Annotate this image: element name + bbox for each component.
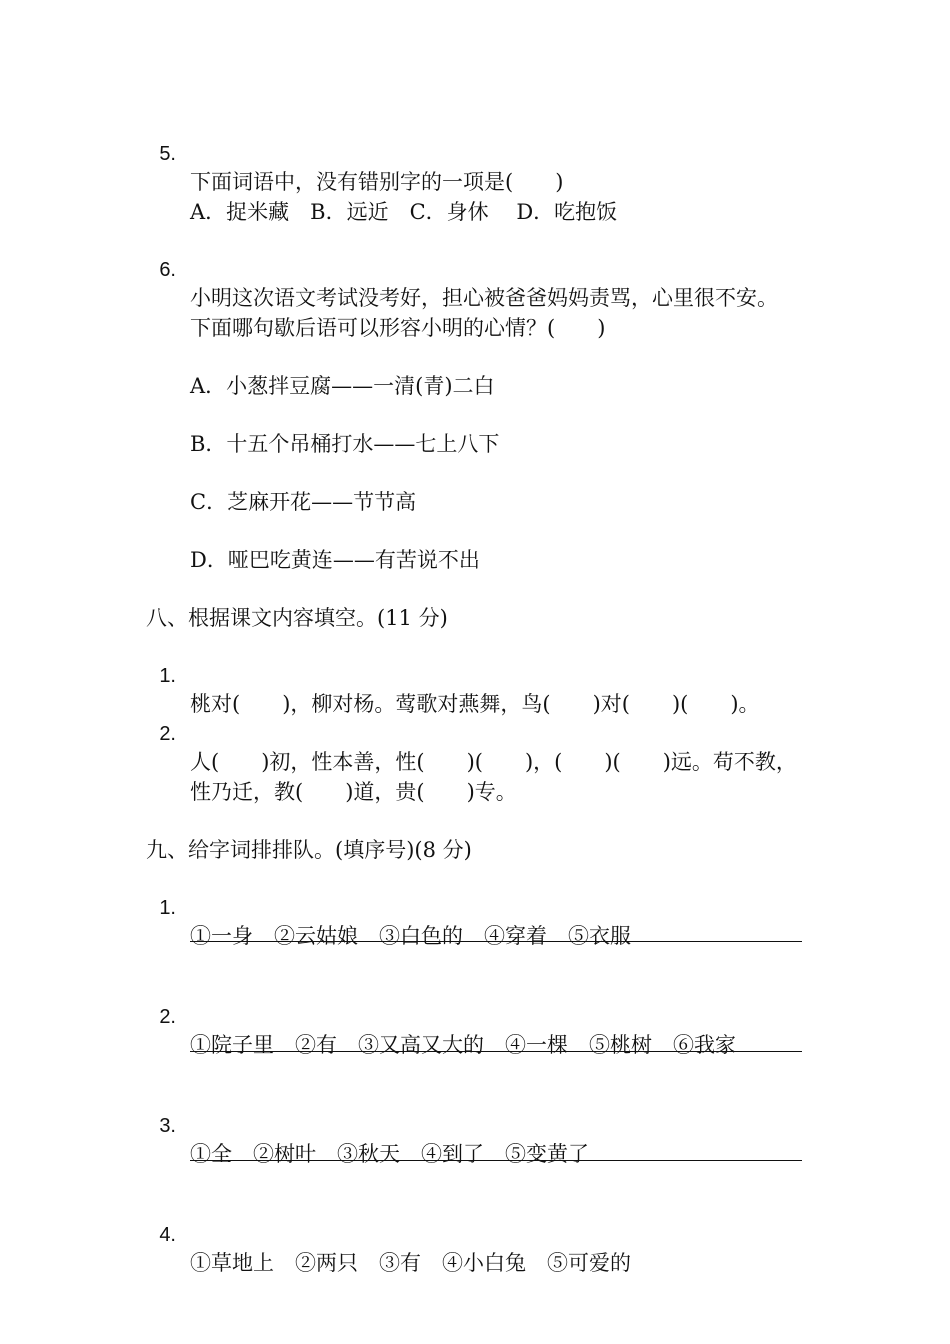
section-9-title (0, 808, 472, 864)
answer-line[interactable] (190, 1160, 802, 1161)
item-number: 1. (159, 665, 176, 687)
option-text: C．芝麻开花——节节高 (190, 490, 417, 514)
section-9-item-3 (0, 1084, 589, 1168)
section-title: 八、根据课文内容填空。(11 分) (146, 606, 448, 630)
section-9-item-2 (0, 975, 736, 1059)
answer-line[interactable] (190, 1051, 802, 1052)
question-stem: 下面词语中，没有错别字的一项是( ) (190, 170, 564, 194)
option-text: A．小葱拌豆腐——一清(青)二白 (190, 374, 495, 398)
item-number: 2. (159, 723, 176, 745)
question-number: 6. (159, 259, 176, 281)
section-9-item-1 (0, 866, 631, 950)
item-number: 3. (159, 1115, 176, 1137)
fill-blank-text: 性乃迁，教( )道，贵( )专。 (190, 780, 517, 804)
option-b (0, 402, 500, 458)
option-text: D．哑巴吃黄连——有苦说不出 (190, 548, 480, 572)
item-number: 4. (159, 1224, 176, 1246)
item-number: 1. (159, 897, 176, 919)
word-list: ①一身 ②云姑娘 ③白色的 ④穿着 ⑤衣服 (190, 924, 631, 948)
word-list: ①草地上 ②两只 ③有 ④小白兔 ⑤可爱的 (190, 1251, 631, 1275)
option-a (0, 344, 495, 400)
fill-blank-text: 人( )初，性本善，性( )( )，( )( )远。苟不教， (190, 750, 797, 774)
word-list: ①全 ②树叶 ③秋天 ④到了 ⑤变黄了 (190, 1142, 589, 1166)
question-stem: 小明这次语文考试没考好，担心被爸爸妈妈责骂，心里很不安。 (190, 286, 778, 310)
question-stem: 下面哪句歇后语可以形容小明的心情？( ) (190, 316, 606, 340)
item-number: 2. (159, 1006, 176, 1028)
section-8-title (0, 576, 448, 632)
option-d (0, 518, 480, 574)
options-text: A．捉米藏 B．远近 C．身休 D．吃抱饭 (190, 200, 618, 224)
section-9-item-4 (0, 1193, 631, 1277)
word-list: ①院子里 ②有 ③又高又大的 ④一棵 ⑤桃树 ⑥我家 (190, 1033, 736, 1057)
option-c (0, 460, 417, 516)
option-text: B．十五个吊桶打水——七上八下 (190, 432, 500, 456)
section-title: 九、给字词排排队。(填序号)(8 分) (146, 838, 472, 862)
answer-line[interactable] (190, 941, 802, 942)
fill-blank-text: 桃对( )，柳对杨。莺歌对燕舞，鸟( )对( )( )。 (190, 692, 760, 716)
question-number: 5. (159, 143, 176, 165)
